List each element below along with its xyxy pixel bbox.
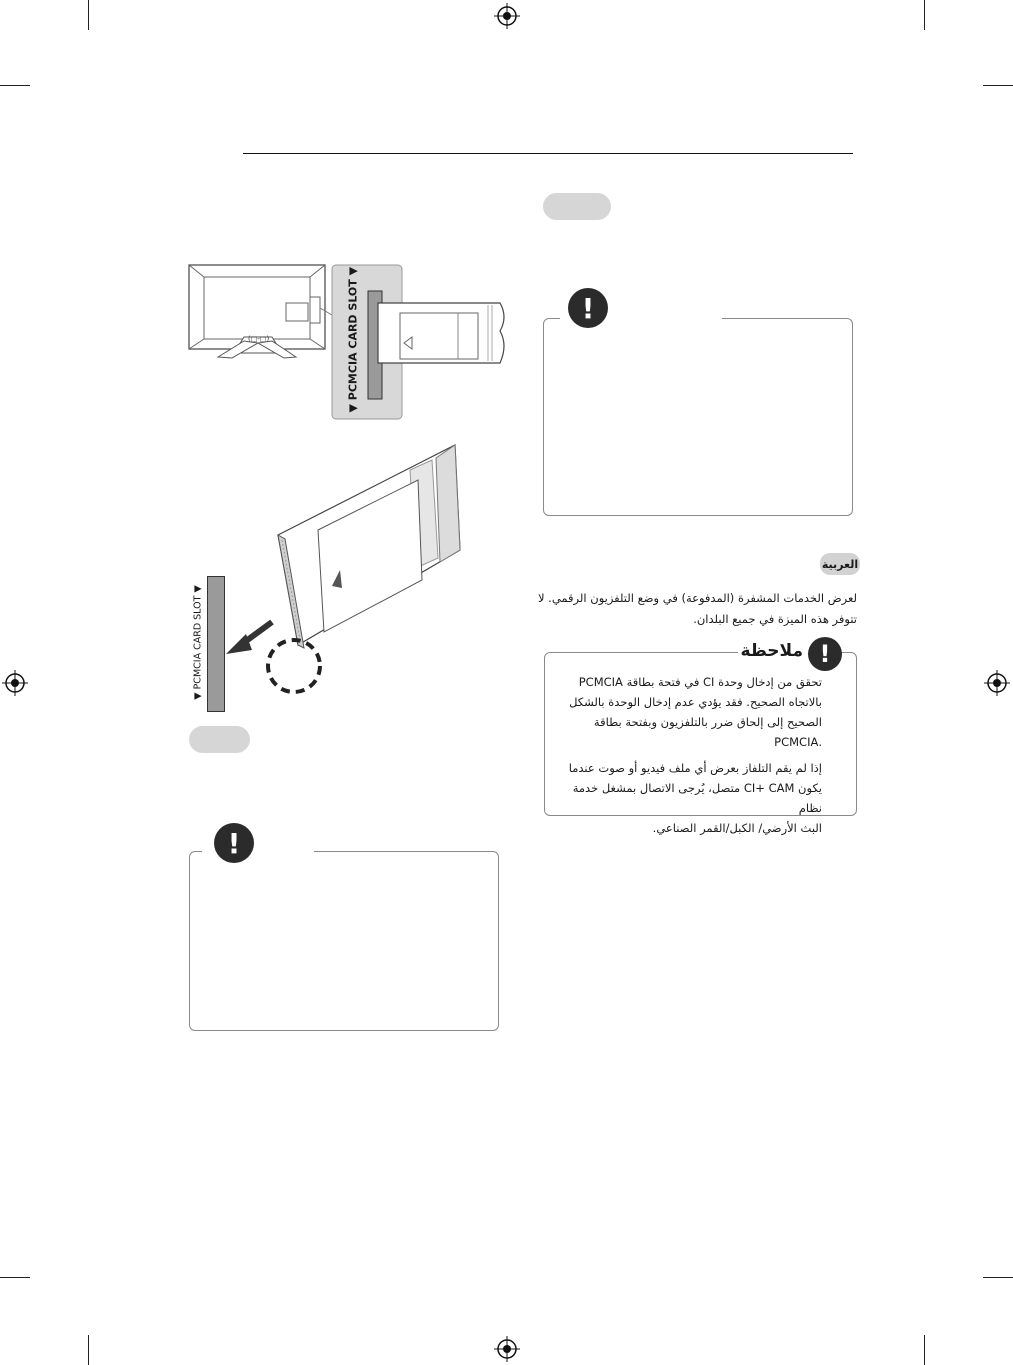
card-insertion-illustration: [200, 440, 470, 720]
caution-icon: !: [214, 823, 254, 863]
note-item-2-line-2: يكون CI+ CAM متصل، يُرجى الاتصال بمشغل خدمة نظام: [572, 781, 822, 815]
note-item-2-line-3: البث الأرضي/ الكبل/القمر الصناعي.: [652, 821, 822, 835]
registration-mark-left: [1, 669, 29, 697]
tv-port-label: (□-□): [248, 335, 270, 343]
caution-box-right: [543, 318, 853, 516]
note-item-1: [548, 672, 822, 752]
note-item-1-line-4: .PCMCIA: [774, 735, 822, 749]
caution-icon: !: [568, 288, 608, 328]
registration-mark-bottom: [493, 1335, 521, 1363]
crop-mark: [924, 0, 925, 30]
note-item-1-line-1: تحقق من إدخال وحدة CI في فتحة بطاقة PCMCIA: [578, 675, 822, 689]
crop-mark: [983, 85, 1013, 86]
step-pill-left: [189, 726, 250, 753]
intro-line-2: تتوفر هذه الميزة في جميع البلدان.: [693, 612, 857, 626]
language-tab: العربية: [820, 553, 860, 575]
crop-mark: [0, 1277, 30, 1278]
crop-mark: [924, 1335, 925, 1365]
note-item-2-line-1: إذا لم يقم التلفاز بعرض أي ملف فيديو أو صوت عندما: [568, 761, 822, 775]
caution-box-left: [189, 851, 499, 1031]
registration-mark-top: [493, 2, 521, 30]
crop-mark: [88, 0, 89, 30]
intro-text: [520, 588, 857, 630]
registration-mark-right: [983, 669, 1011, 697]
crop-mark: [88, 1335, 89, 1365]
slot-bar: [207, 576, 225, 712]
crop-mark: [983, 1277, 1013, 1278]
header-rule: [243, 153, 853, 154]
note-body: [548, 672, 822, 844]
step-pill-top-right: [543, 193, 611, 220]
crop-mark: [0, 85, 30, 86]
note-title: ملاحظة: [740, 641, 803, 661]
note-item-1-line-2: بالاتجاه الصحيح. فقد يؤدي عدم إدخال الوحدة بالشكل: [569, 695, 822, 709]
slot-label-bottom: ▼ PCMCIA CARD SLOT ▼: [192, 585, 204, 700]
note-icon: !: [808, 637, 842, 671]
note-item-1-line-3: الصحيح إلى إلحاق ضرر بالتلفزيون وبفتحة بطاقة: [593, 715, 822, 729]
intro-line-1: لعرض الخدمات المشفرة (المدفوعة) في وضع التلفزيون الرقمي. لا: [537, 591, 857, 605]
note-item-2: [548, 758, 822, 838]
slot-label-top: ▼ PCMCIA CARD SLOT ▼: [346, 266, 360, 413]
